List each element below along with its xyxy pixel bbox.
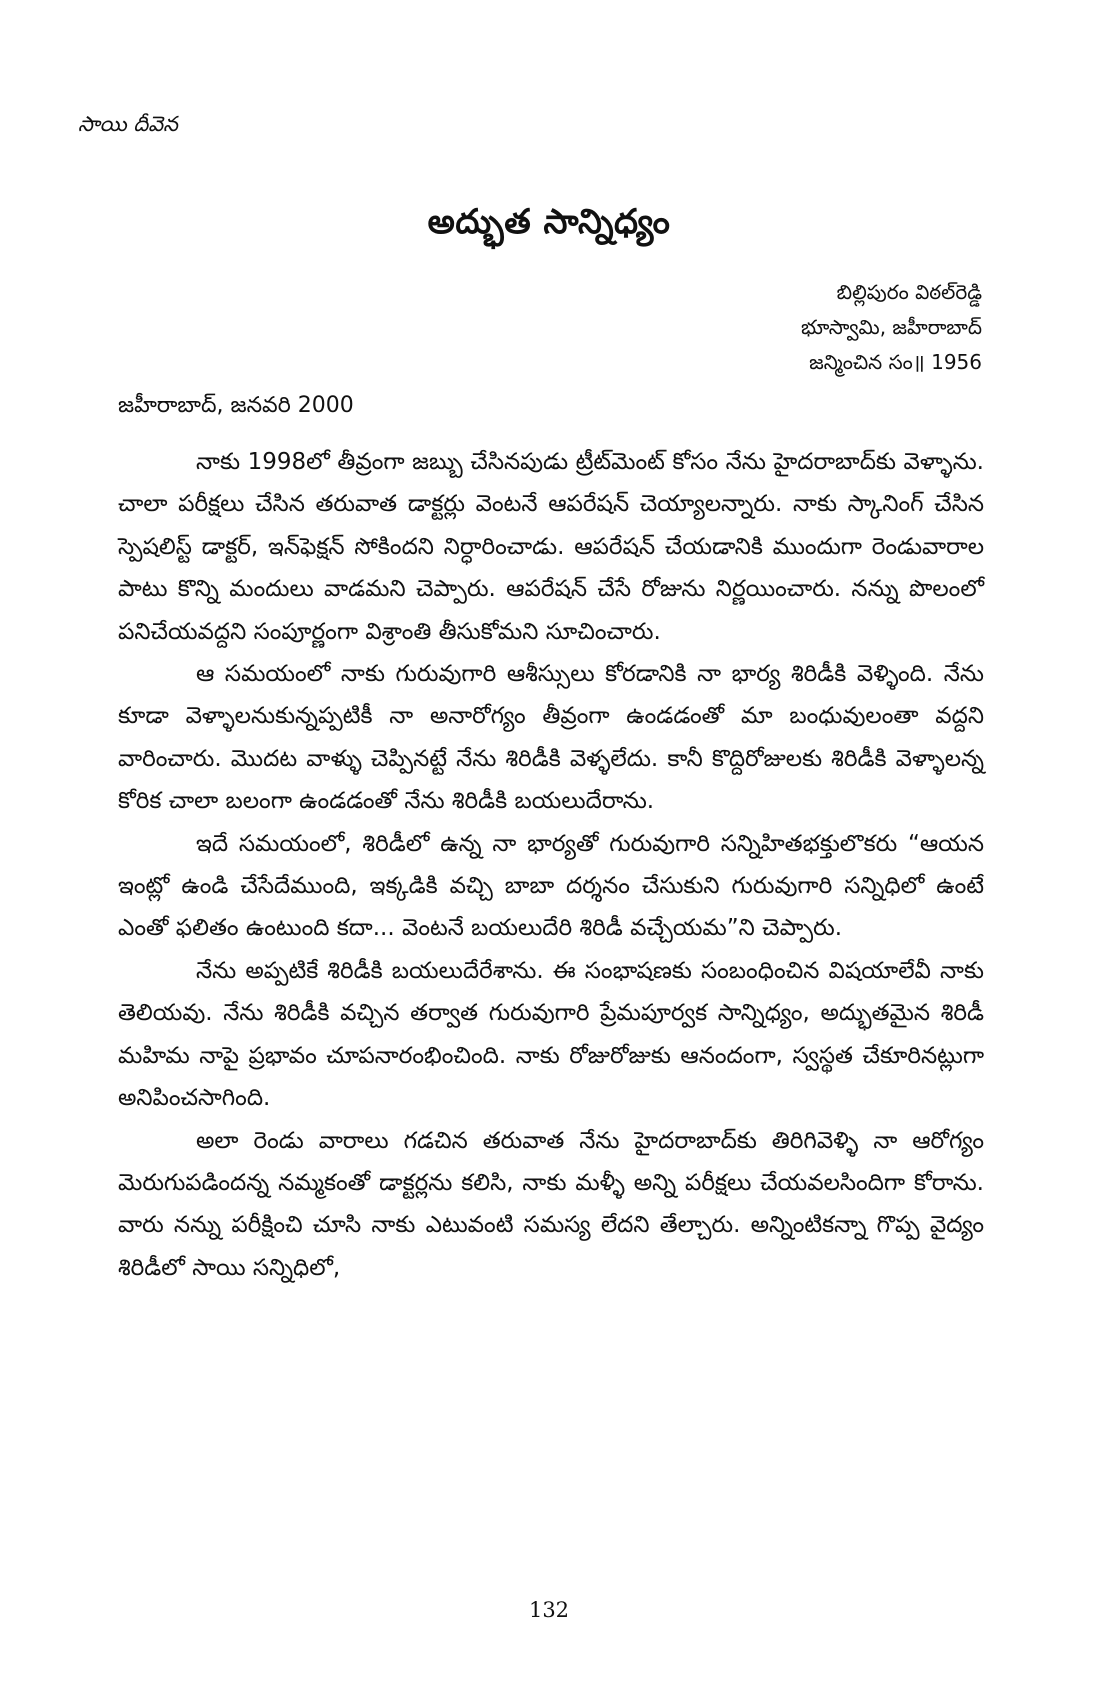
author-birth-year: జన్మించిన సం॥ 1956: [809, 350, 982, 374]
body-text: [118, 441, 984, 1289]
page-number: 132: [528, 1598, 570, 1622]
author-name: బిల్లిపురం విఠల్‌రెడ్డి: [836, 280, 982, 304]
running-head: సాయి దీవెన: [78, 112, 178, 136]
chapter-title: అద్భుత సాన్నిధ్యం: [427, 202, 671, 242]
paragraph: నాకు 1998లో తీవ్రంగా జబ్బు చేసినపుడు ట్రీట్‌మెంట్ కోసం నేను హైదరాబాద్‌కు వెళ్ళాను. చాలా పరీక్షలు చేసిన తరువాత డాక్టర్లు వెంటనే ఆపరేషన్ చెయ్యాలన్నారు. నాకు స్కానింగ్ చేసిన స్పెషలిస్ట్ డాక్టర్, ఇన్‌ఫెక్షన్ సోకిందని నిర్ధారించాడు. ఆపరేషన్ చేయడానికి ముందుగా రెండువారాల పాటు కొన్ని మందులు వాడమని చెప్పారు. ఆపరేషన్ చేసే రోజును నిర్ణయించారు. నన్ను పొలంలో పనిచేయవద్దని సంపూర్ణంగా విశ్రాంతి తీసుకోమని సూచించారు.: [118, 449, 984, 645]
paragraph: నేను అప్పటికే శిరిడీకి బయలుదేరేశాను. ఈ సంభాషణకు సంబంధించిన విషయాలేవీ నాకు తెలియవు. నేను శిరిడీకి వచ్చిన తర్వాత గురువుగారి ప్రేమపూర్వక సాన్నిధ్యం, అద్భుతమైన శిరిడీ మహిమ నాపై ప్రభావం చూపనారంభించింది. నాకు రోజురోజుకు ఆనందంగా, స్వస్థత చేకూరినట్లుగా అనిపించసాగింది.: [118, 957, 984, 1112]
paragraph: అలా రెండు వారాలు గడచిన తరువాత నేను హైదరాబాద్‌కు తిరిగివెళ్ళి నా ఆరోగ్యం మెరుగుపడిందన్న నమ్మకంతో డాక్టర్లను కలిసి, నాకు మళ్ళీ అన్ని పరీక్షలు చేయవలసిందిగా కోరాను. వారు నన్ను పరీక్షించి చూసి నాకు ఎటువంటి సమస్య లేదని తేల్చారు. అన్నింటికన్నా గొప్ప వైద్యం శిరిడీలో సాయి సన్నిధిలో,: [118, 1127, 984, 1281]
author-role: భూస్వామి, జహీరాబాద్: [801, 315, 982, 339]
paragraph: ఇదే సమయంలో, శిరిడీలో ఉన్న నా భార్యతో గురువుగారి సన్నిహితభక్తులొకరు “ఆయన ఇంట్లో ఉండి చేసేదేముంది, ఇక్కడికి వచ్చి బాబా దర్శనం చేసుకుని గురువుగారి సన్నిధిలో ఉంటే ఎంతో ఫలితం ఉంటుంది కదా... వెంటనే బయలుదేరి శిరిడీ వచ్చేయమ”ని చెప్పారు.: [118, 830, 984, 942]
author-byline: [801, 275, 982, 380]
dateline: జహీరాబాద్, జనవరి 2000: [118, 393, 354, 418]
paragraph: ఆ సమయంలో నాకు గురువుగారి ఆశీస్సులు కోరడానికి నా భార్య శిరిడీకి వెళ్ళింది. నేను కూడా వెళ్ళాలనుకున్నప్పటికీ నా అనారోగ్యం తీవ్రంగా ఉండడంతో మా బంధువులంతా వద్దని వారించారు. మొదట వాళ్ళు చెప్పినట్టే నేను శిరిడీకి వెళ్ళలేదు. కానీ కొద్దిరోజులకు శిరిడీకి వెళ్ళాలన్న కోరిక చాలా బలంగా ఉండడంతో నేను శిరిడీకి బయలుదేరాను.: [118, 661, 984, 815]
